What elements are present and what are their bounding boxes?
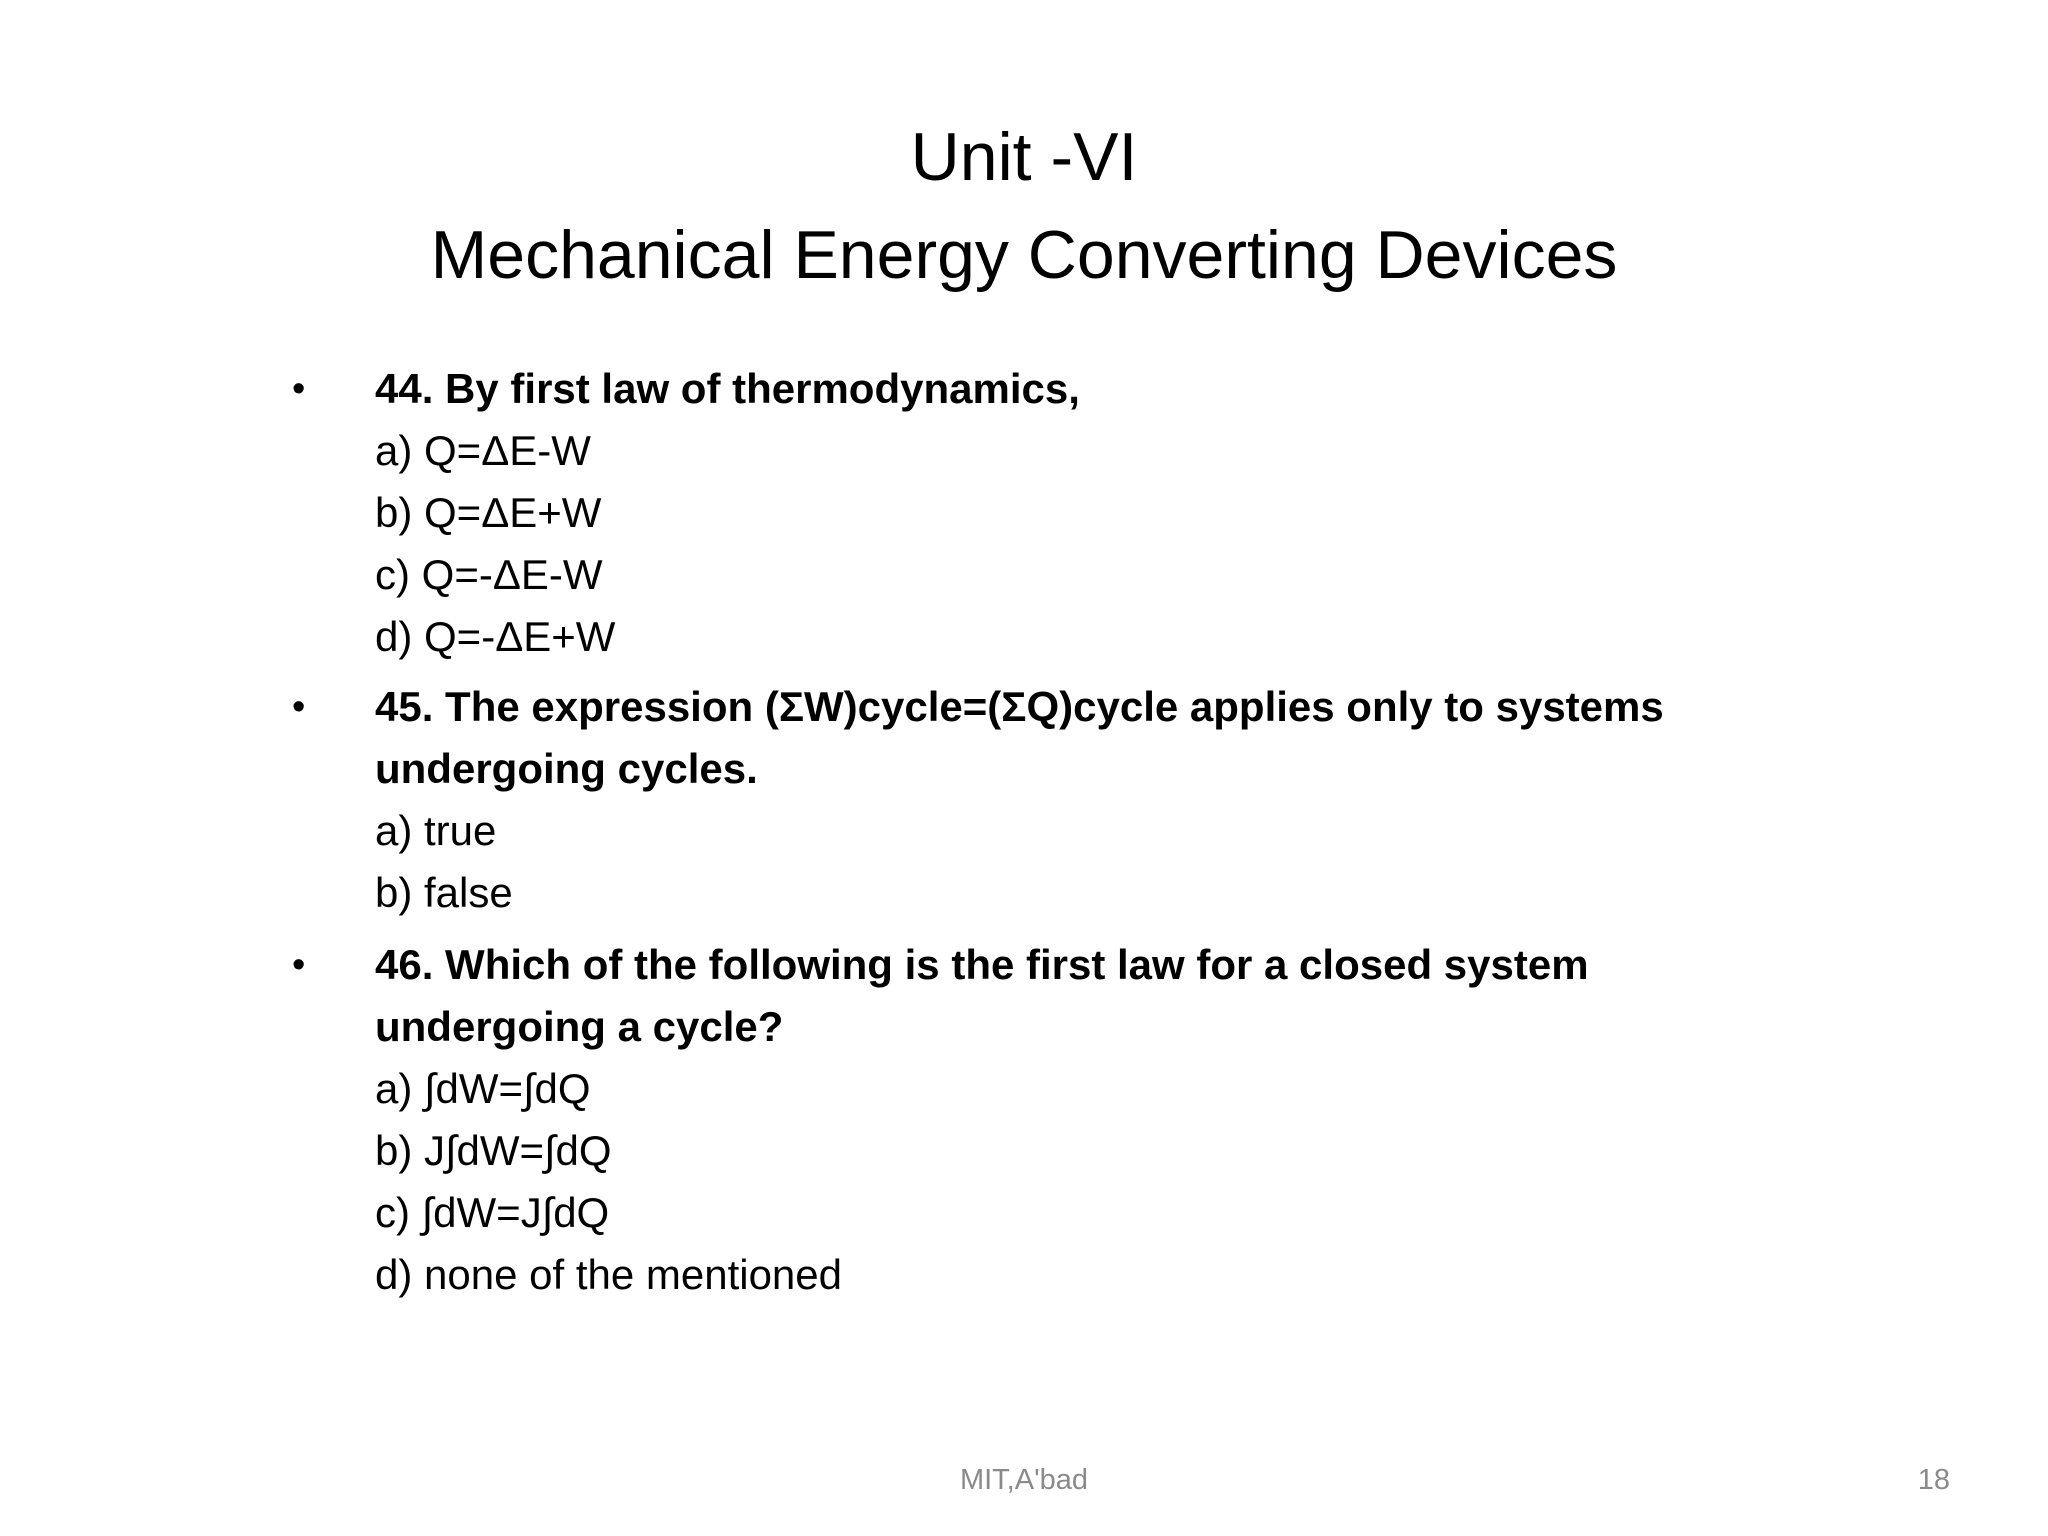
question-text: 46. Which of the following is the first law for a closed system undergoing a cycle?: [375, 941, 1589, 1050]
title-line-unit: Unit -VI: [910, 119, 1138, 195]
option-b: b) false: [375, 869, 513, 916]
bullet-icon: •: [292, 686, 306, 728]
title-line-topic: Mechanical Energy Converting Devices: [430, 217, 1618, 293]
option-b: b) J∫dW=∫dQ: [375, 1127, 612, 1174]
bullet-icon: •: [292, 944, 306, 986]
question-46: [292, 934, 1792, 1306]
question-text: 44. By first law of thermodynamics,: [375, 365, 1080, 412]
option-a: a) Q=ΔE-W: [375, 427, 591, 474]
option-a: a) true: [375, 807, 497, 854]
slide-title: [0, 108, 2048, 304]
footer-text: MIT,A'bad: [959, 1464, 1089, 1496]
option-d: d) none of the mentioned: [375, 1251, 843, 1298]
option-d: d) Q=-ΔE+W: [375, 613, 616, 660]
question-text: 45. The expression (ΣW)cycle=(ΣQ)cycle applies only to systems undergoing cycles.: [375, 683, 1664, 792]
page-number: 18: [1917, 1464, 1950, 1496]
option-b: b) Q=ΔE+W: [375, 489, 602, 536]
question-44: [292, 358, 1792, 668]
question-list: [292, 358, 1792, 1316]
question-45: [292, 676, 1792, 924]
option-a: a) ∫dW=∫dQ: [375, 1065, 591, 1112]
option-c: c) Q=-ΔE-W: [375, 551, 603, 598]
option-c: c) ∫dW=J∫dQ: [375, 1189, 610, 1236]
bullet-icon: •: [292, 368, 306, 410]
